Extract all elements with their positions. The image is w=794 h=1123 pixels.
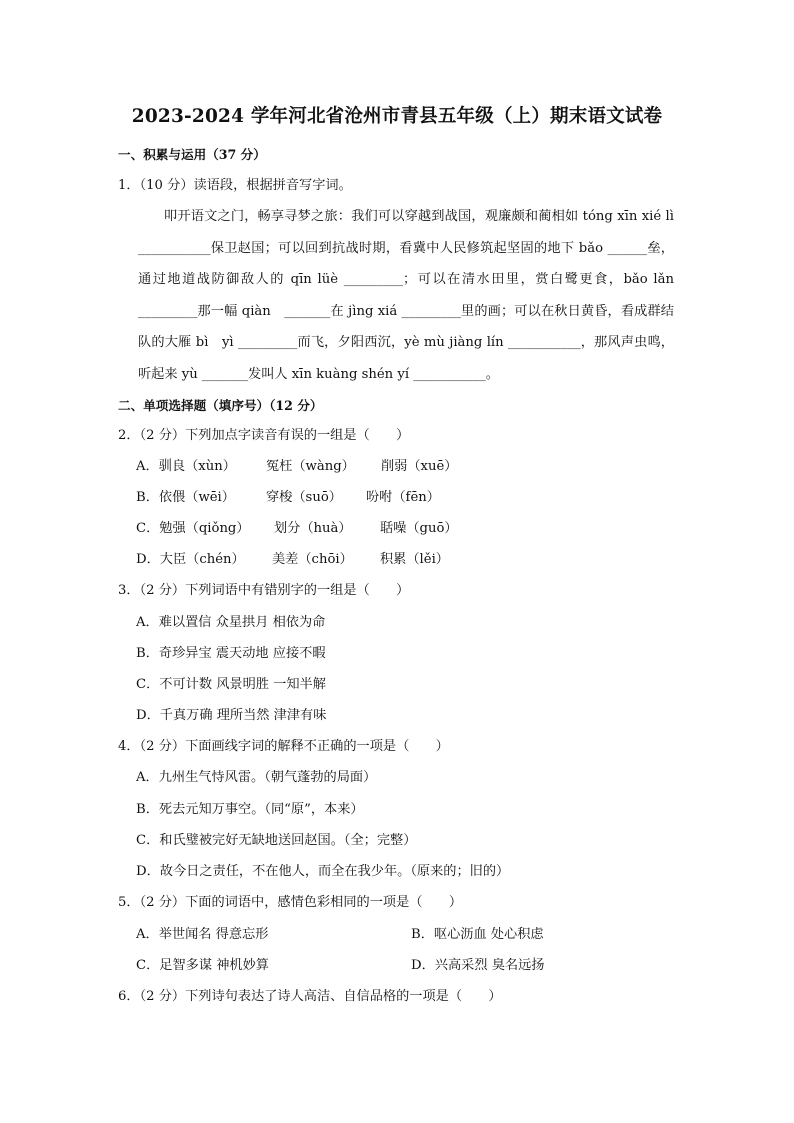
section-heading-1: 一、积累与运用（37 分） xyxy=(118,147,266,162)
question-3-stem: 3．（2 分）下列词语中有错别字的一组是（ ） xyxy=(118,583,410,598)
question-4-stem: 4．（2 分）下面画线字词的解释不正确的一项是（ ） xyxy=(118,739,449,754)
question-5-stem: 5．（2 分）下面的词语中，感情色彩相同的一项是（ ） xyxy=(118,895,463,910)
question-1-stem: 1．（10 分）读语段，根据拼音写字词。 xyxy=(118,178,352,193)
question-5-option-b: B．呕心沥血 处心积虑 xyxy=(411,927,544,942)
page-title: 2023-2024 学年河北省沧州市青县五年级（上）期末语文试卷 xyxy=(131,106,663,127)
option-part: 积累（lěi） xyxy=(380,552,449,567)
option-part: B．依偎（wēi） xyxy=(136,490,235,505)
question-3-option-a: A．难以置信 众星拱月 相依为命 xyxy=(136,615,326,630)
question-4-option-c: C．和氏璧被完好无缺地送回赵国。（全；完整） xyxy=(136,833,417,848)
question-6-stem: 6．（2 分）下列诗句表达了诗人高洁、自信品格的一项是（ ） xyxy=(118,989,502,1004)
option-part: C．勉强（qiǒng） xyxy=(136,521,250,536)
option-part: 穿梭（suō） xyxy=(266,490,342,505)
section-heading-2: 二、单项选择题（填序号）（12 分） xyxy=(118,398,323,413)
question-2-stem: 2．（2 分）下列加点字读音有误的一组是（ ） xyxy=(118,428,410,443)
option-part: 划分（huà） xyxy=(274,521,352,536)
question-2-option-b xyxy=(136,489,440,507)
option-part: 吩咐（fēn） xyxy=(366,490,440,505)
option-part: 美差（chōi） xyxy=(272,552,353,567)
option-part: A．驯良（xùn） xyxy=(136,459,236,474)
question-4-option-b: B．死去元知万事空。（同“原”，本来） xyxy=(136,802,364,817)
question-5-option-a: A．举世闻名 得意忘形 xyxy=(136,927,269,942)
option-part: 冤枉（wàng） xyxy=(266,459,355,474)
passage-text: 叩开语文之门，畅享寻梦之旅：我们可以穿越到战国，观廉颇和蔺相如 tóng xīn xié lì ___________保卫赵国；可以回到抗战时期，看冀中人民修筑起坚固的地下 bǎo ______垒，通过地道战防御敌人的 qīn lüè _________；可以在清水田里，赏白鹭更食，bǎo lǎn _________那一幅 qiàn _______在 jìng xiá _________里的画；可以在秋日黄昏，看成群结队的大雁 bì yì _________而飞，夕阳西沉，yè mù jiàng lín ___________，那风声虫鸣，听起来 yù _______发叫人 xīn kuàng shén yí ___________。 xyxy=(138,209,674,382)
question-2-option-c xyxy=(136,520,458,538)
question-3-option-c: C．不可计数 风景明胜 一知半解 xyxy=(136,677,326,692)
question-1-passage xyxy=(138,201,674,390)
question-5-option-c: C．足智多谋 神机妙算 xyxy=(136,958,269,973)
question-5-option-d: D．兴高采烈 臭名远扬 xyxy=(411,958,545,973)
question-3-option-b: B．奇珍异宝 震天动地 应接不暇 xyxy=(136,646,326,661)
question-2-option-a xyxy=(136,458,458,476)
option-part: 聒噪（guō） xyxy=(380,521,458,536)
question-4-option-d: D．故今日之责任，不在他人，而全在我少年。（原来的；旧的） xyxy=(136,864,510,879)
option-part: 削弱（xuē） xyxy=(381,459,458,474)
question-3-option-d: D．千真万确 理所当然 津津有味 xyxy=(136,708,327,723)
option-part: D．大臣（chén） xyxy=(136,552,245,567)
question-4-option-a: A．九州生气恃风雷。（朝气蓬勃的局面） xyxy=(136,770,377,785)
question-2-option-d xyxy=(136,551,449,569)
